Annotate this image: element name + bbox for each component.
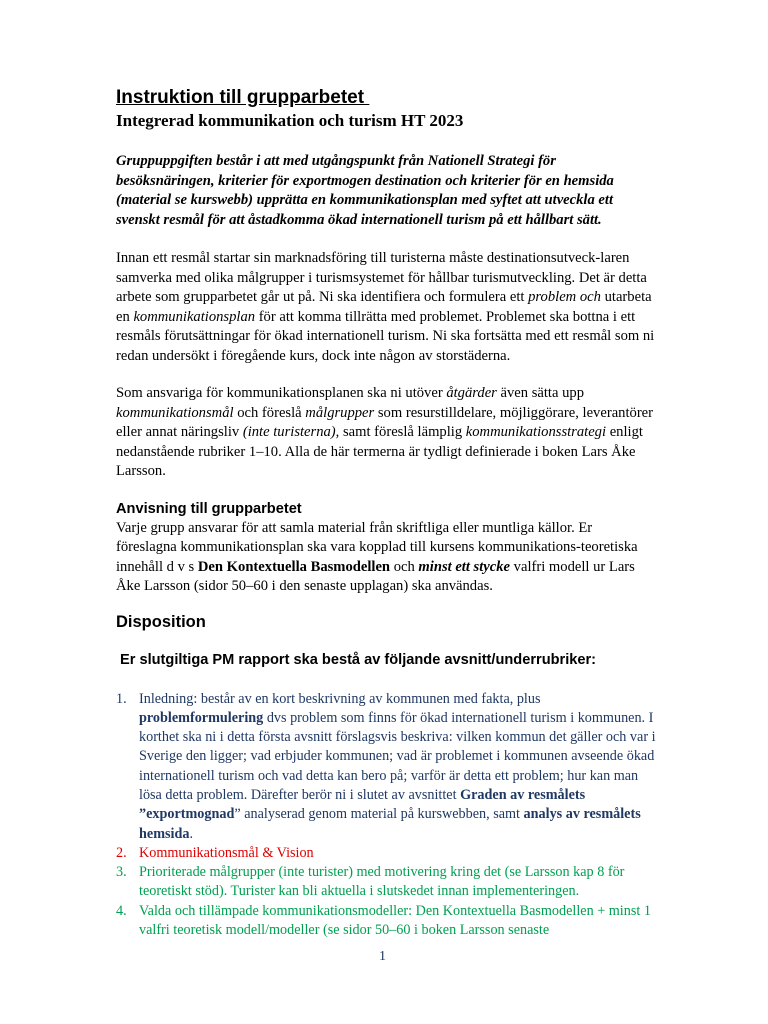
bold-italic-run: minst ett stycke xyxy=(418,558,511,575)
text-run: och xyxy=(390,558,419,575)
intro-paragraph: Gruppuppgiften består i att med utgångspunkt från Nationell Strategi för besöksnäringen, kriterier för exportmogen destination och kriterier för en hemsida (material se kurswebb) upprätta en kommunikationsplan med syftet att utveckla ett svenskt resmål för att åstadkomma ökad internationell turism på ett hållbart sätt. xyxy=(116,153,614,228)
text-run: och föreslå xyxy=(233,404,306,421)
bold-run: Graden av resmålets ”exportmognad xyxy=(139,786,586,823)
text-run: enligt nedanstående rubriker 1–10. Alla de här termerna är tydligt definierade i boken Lars Åke Larsson. xyxy=(116,424,643,479)
text-run: Som ansvariga för kommunikationsplanen ska ni utöver xyxy=(116,385,447,401)
text-run: Innan ett resmål startar sin marknadsföring till turisterna måste destinationsutveck-laren samverka med olika målgrupper i turismsystemet för hållbar turismutveckling. Det är detta arbete som grupparbetet går ut på. Ni ska identifiera och formulera ett xyxy=(116,250,647,305)
page-number: 1 xyxy=(379,949,386,964)
text-run: utarbeta en xyxy=(116,289,652,325)
text-run: , samt föreslå lämplig xyxy=(335,424,466,440)
list-text: Prioriterade målgrupper (inte turister) med motivering kring det (se Larsson kap 8 för teoretiskt stöd). Turister kan bli aktuella i slutskedet innan implementeringen. xyxy=(139,864,625,900)
paragraph-responsibilities xyxy=(116,384,656,482)
section-heading-disposition: Disposition xyxy=(116,612,206,631)
text-run: Inledning: består av en kort beskrivning av kommunen med fakta, plus xyxy=(139,690,541,707)
list-item xyxy=(116,902,656,941)
bold-run: analys av resmålets hemsida xyxy=(139,806,641,842)
list-item xyxy=(116,690,656,844)
list-number: 4. xyxy=(116,902,127,919)
italic-run: åtgärder xyxy=(446,385,497,401)
list-item xyxy=(116,863,656,902)
text-run: Varje grupp ansvarar för att samla material från skriftliga eller muntliga källor. Er föreslagna kommunikationsplan ska vara kopplad till kursens kommunikations-teoretiska innehåll d v s xyxy=(116,519,638,575)
paragraph-anvisning xyxy=(116,519,656,597)
section-heading-anvisning: Anvisning till grupparbetet xyxy=(116,500,302,517)
list-text: Valda och tillämpade kommunikationsmodeller: Den Kontextuella Basmodellen + minst 1 valfri teoretisk modell/modeller (se sidor 50–60 i boken Larsson senaste xyxy=(139,902,651,939)
text-run: även sätta upp xyxy=(496,385,585,401)
text-run: . xyxy=(189,825,193,842)
italic-run: målgrupper xyxy=(305,404,375,421)
bold-run: problemformulering xyxy=(139,709,264,726)
page-content xyxy=(116,86,656,940)
list-number: 3. xyxy=(116,864,127,881)
text-run: för att komma tillrätta med problemet. Problemet ska bottna i ett resmåls förutsättningar för ökad internationell turism. Ni ska fortsätta med ett resmål som ni redan undersökt i föregående kurs, dock inte någon av storstäderna. xyxy=(116,308,655,364)
italic-run: kommunikationsstrategi xyxy=(465,424,607,440)
text-run: ” analyserad genom material på kurswebben, samt xyxy=(234,806,524,823)
document-title: Instruktion till grupparbetet xyxy=(116,87,370,108)
italic-run: (inte turisterna) xyxy=(242,424,336,440)
italic-run: problem och xyxy=(528,289,601,305)
disposition-subheading: Er slutgiltiga PM rapport ska bestå av följande avsnitt/underrubriker: xyxy=(120,651,597,668)
bold-run: Den Kontextuella Basmodellen xyxy=(197,558,391,575)
text-run: dvs problem som finns för ökad internationell turism i kommunen. I korthet ska ni i detta första avsnitt förslagsvis beskriva: vilken kommun det gäller och var i Sverige den ligger; vad erbjuder kommunen; vad är problemet i kommunen avseende ökad internationell turism och vad detta kan bero på; varför är detta ett problem; hur kan man lösa detta problem. Därefter berör ni i slutet av avsnittet xyxy=(139,709,656,803)
list-number: 1. xyxy=(116,690,127,707)
list-number: 2. xyxy=(116,844,127,861)
italic-run: kommunikationsmål xyxy=(116,404,234,421)
list-item xyxy=(116,844,656,863)
disposition-list xyxy=(116,690,656,941)
paragraph-destination xyxy=(116,249,656,366)
italic-run: kommunikationsplan xyxy=(133,308,256,325)
text-run: valfri modell ur Lars Åke Larsson (sidor 50–60 i den senaste upplagan) ska användas. xyxy=(116,558,635,594)
document-subtitle: Integrerad kommunikation och turism HT 2023 xyxy=(116,111,464,130)
text-run: som resurstilldelare, möjliggörare, leverantörer eller annat näringsliv xyxy=(116,404,654,440)
list-text: Kommunikationsmål & Vision xyxy=(139,844,314,861)
